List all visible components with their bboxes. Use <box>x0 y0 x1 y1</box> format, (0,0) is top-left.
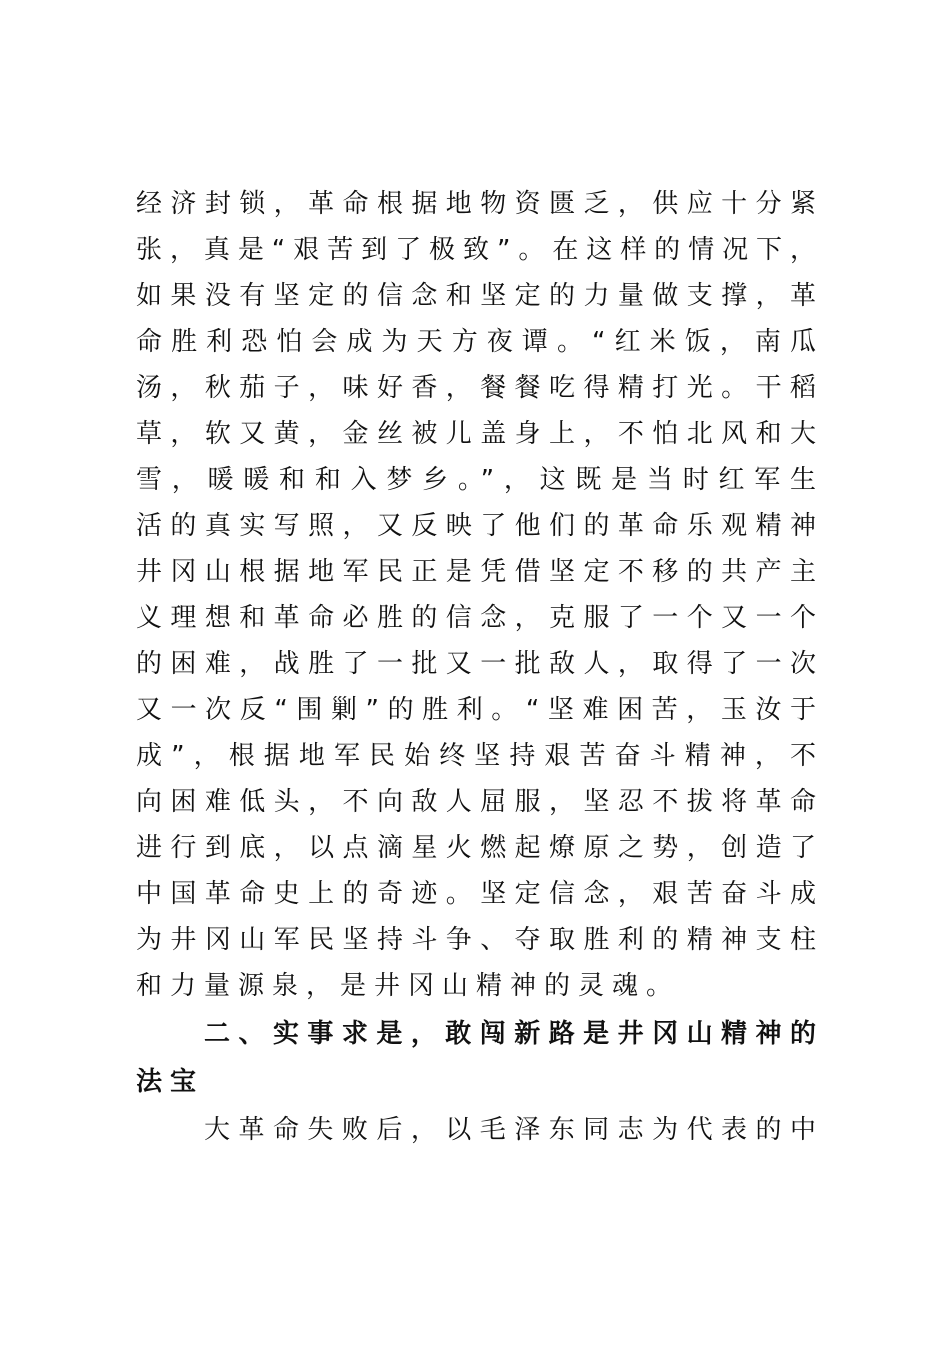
body-text-line: 活的真实写照，又反映了他们的革命乐观精神 <box>136 511 816 541</box>
body-text-line: 张，真是“艰苦到了极致”。在这样的情况下， <box>136 235 816 265</box>
paragraph-first-line: 大革命失败后，以毛泽东同志为代表的中 <box>204 1115 816 1145</box>
body-text-line: 如果没有坚定的信念和坚定的力量做支撑，革 <box>136 281 816 311</box>
body-text-line: 成”，根据地军民始终坚持艰苦奋斗精神，不 <box>136 741 816 771</box>
body-text-line: 雪，暖暖和和入梦乡。”，这既是当时红军生 <box>136 465 816 495</box>
section-heading-continued: 法宝 <box>136 1067 205 1097</box>
body-text-line: 汤，秋茄子，味好香，餐餐吃得精打光。干稻 <box>136 373 816 403</box>
body-text-line: 义理想和革命必胜的信念，克服了一个又一个 <box>136 603 816 633</box>
body-text-line: 经济封锁，革命根据地物资匮乏，供应十分紧 <box>136 189 816 219</box>
body-text-line: 命胜利恐怕会成为天方夜谭。“红米饭，南瓜 <box>136 327 816 357</box>
body-text-line: 中国革命史上的奇迹。坚定信念，艰苦奋斗成 <box>136 879 816 909</box>
body-text-line: 又一次反“围剿”的胜利。“坚难困苦，玉汝于 <box>136 695 816 725</box>
body-text-line: 为井冈山军民坚持斗争、夺取胜利的精神支柱 <box>136 925 816 955</box>
body-text-line: 井冈山根据地军民正是凭借坚定不移的共产主 <box>136 557 816 587</box>
body-text-line: 的困难，战胜了一批又一批敌人，取得了一次 <box>136 649 816 679</box>
body-text-line: 向困难低头，不向敌人屈服，坚忍不拔将革命 <box>136 787 816 817</box>
section-heading: 二、实事求是，敢闯新路是井冈山精神的 <box>204 1019 816 1049</box>
body-text-line: 进行到底，以点滴星火燃起燎原之势，创造了 <box>136 833 816 863</box>
body-text-line: 草，软又黄，金丝被儿盖身上，不怕北风和大 <box>136 419 816 449</box>
body-text-line: 和力量源泉，是井冈山精神的灵魂。 <box>136 971 681 1001</box>
